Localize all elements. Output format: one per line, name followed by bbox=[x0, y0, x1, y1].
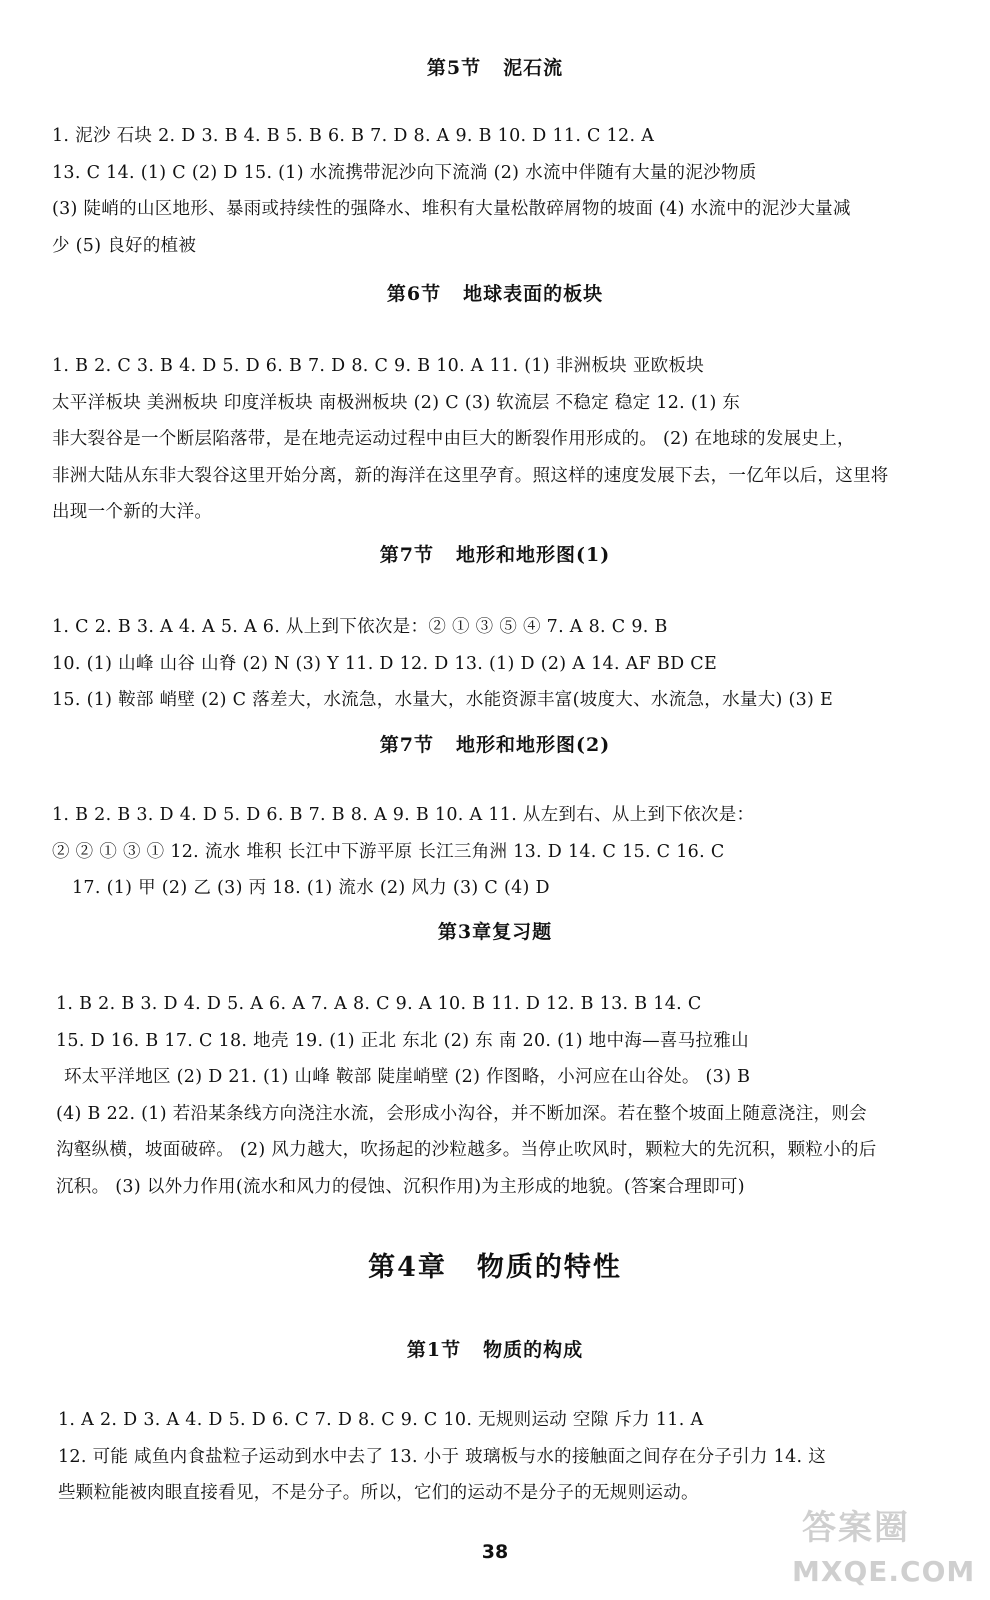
answer-line: 15. D 16. B 17. C 18. 地壳 19. (1) 正北 东北 (2) 东 南 20. (1) 地中海—喜马拉雅山 bbox=[56, 1030, 749, 1051]
answer-line: 15. (1) 鞍部 峭壁 (2) C 落差大，水流急，水量大，水能资源丰富(坡度大、水流急，水量大) (3) E bbox=[52, 690, 834, 710]
answer-line: 17. (1) 甲 (2) 乙 (3) 丙 18. (1) 流水 (2) 风力 (3) C (4) D bbox=[72, 878, 550, 898]
answer-line: 1. A 2. D 3. A 4. D 5. D 6. C 7. D 8. C 9. C 10. 无规则运动 空隙 斥力 11. A bbox=[58, 1410, 704, 1430]
section-number: 第7节 bbox=[379, 544, 435, 566]
section-name: 地形和地形图(2) bbox=[456, 734, 611, 756]
answer-lines bbox=[0, 348, 990, 531]
answer-line: 非洲大陆从东非大裂谷这里开始分离，新的海洋在这里孕育。照这样的速度发展下去，一亿年以后，这里将 bbox=[52, 465, 889, 486]
section-title bbox=[0, 282, 990, 306]
section-name: 地球表面的板块 bbox=[463, 283, 604, 305]
answer-line: 沟壑纵横，坡面破碎。 (2) 风力越大，吹扬起的沙粒越多。当停止吹风时，颗粒大的先沉积，颗粒小的后 bbox=[56, 1140, 877, 1160]
section-name: 泥石流 bbox=[503, 57, 564, 79]
answer-line: (4) B 22. (1) 若沿某条线方向浇注水流，会形成小沟谷，并不断加深。若在整个坡面上随意浇注，则会 bbox=[56, 1103, 867, 1124]
answer-line: 少 (5) 良好的植被 bbox=[52, 235, 197, 256]
section-matter-composition bbox=[0, 1338, 990, 1512]
section-name: 地形和地形图(1) bbox=[456, 544, 611, 566]
section-number: 第1节 bbox=[406, 1339, 462, 1361]
answer-line: 10. (1) 山峰 山谷 山脊 (2) N (3) Y 11. D 12. D 13. (1) D (2) A 14. AF BD CE bbox=[52, 653, 718, 674]
section-topography-2 bbox=[0, 733, 990, 907]
answer-lines bbox=[0, 986, 990, 1205]
answer-line: 环太平洋地区 (2) D 21. (1) 山峰 鞍部 陡崖峭壁 (2) 作图略，小河应在山谷处。 (3) B bbox=[64, 1067, 751, 1087]
answer-line: 13. C 14. (1) C (2) D 15. (1) 水流携带泥沙向下流淌 (2) 水流中伴随有大量的泥沙物质 bbox=[52, 162, 757, 183]
chapter-name: 物质的特性 bbox=[476, 1252, 622, 1284]
answer-line: 太平洋板块 美洲板块 印度洋板块 南极洲板块 (2) C (3) 软流层 不稳定 稳定 12. (1) 东 bbox=[52, 392, 741, 413]
chapter-title bbox=[0, 1250, 990, 1286]
answer-line: 12. 可能 咸鱼内食盐粒子运动到水中去了 13. 小于 玻璃板与水的接触面之间存在分子引力 14. 这 bbox=[58, 1446, 827, 1467]
answer-lines bbox=[0, 609, 990, 719]
section-title bbox=[0, 1338, 990, 1362]
answer-line: 非大裂谷是一个断层陷落带，是在地壳运动过程中由巨大的断裂作用形成的。 (2) 在地球的发展史上， bbox=[52, 429, 855, 449]
section-number: 第3章复习题 bbox=[437, 921, 553, 943]
answer-lines bbox=[0, 118, 990, 264]
section-number: 第6节 bbox=[386, 283, 442, 305]
answer-line: 1. B 2. B 3. D 4. D 5. A 6. A 7. A 8. C 9. A 10. B 11. D 12. B 13. B 14. C bbox=[56, 994, 702, 1014]
watermark-url: MXQE.COM bbox=[792, 1555, 976, 1588]
section-name: 物质的构成 bbox=[483, 1339, 584, 1361]
section-tectonic-plates bbox=[0, 282, 990, 531]
answer-line: 1. B 2. B 3. D 4. D 5. D 6. B 7. B 8. A 9. B 10. A 11. 从左到右、从上到下依次是： bbox=[52, 805, 755, 825]
answer-line: (3) 陡峭的山区地形、暴雨或持续性的强降水、堆积有大量松散碎屑物的坡面 (4) 水流中的泥沙大量减 bbox=[52, 199, 851, 219]
page-number: 38 bbox=[481, 1541, 509, 1563]
watermark-logo-text: 答案圈 bbox=[802, 1508, 910, 1548]
answer-lines bbox=[0, 1402, 990, 1512]
answer-line: 1. 泥沙 石块 2. D 3. B 4. B 5. B 6. B 7. D 8. A 9. B 10. D 11. C 12. A bbox=[52, 126, 655, 146]
section-title bbox=[0, 733, 990, 757]
section-landslide bbox=[0, 56, 990, 264]
chapter-number: 第4章 bbox=[368, 1252, 447, 1284]
section-number: 第5节 bbox=[426, 57, 482, 79]
answer-line: 1. C 2. B 3. A 4. A 5. A 6. 从上到下依次是：② ① ③ ⑤ ④ 7. A 8. C 9. B bbox=[52, 617, 668, 637]
section-topography-1 bbox=[0, 543, 990, 719]
answer-line: 1. B 2. C 3. B 4. D 5. D 6. B 7. D 8. C 9. B 10. A 11. (1) 非洲板块 亚欧板块 bbox=[52, 356, 705, 376]
section-title bbox=[0, 543, 990, 567]
section-title bbox=[0, 920, 990, 944]
answer-line: 些颗粒能被肉眼直接看见，不是分子。所以，它们的运动不是分子的无规则运动。 bbox=[58, 1483, 699, 1503]
answer-line: ② ② ① ③ ① 12. 流水 堆积 长江中下游平原 长江三角洲 13. D 14. C 15. C 16. C bbox=[52, 841, 725, 862]
answer-line: 沉积。 (3) 以外力作用(流水和风力的侵蚀、沉积作用)为主形成的地貌。(答案合理即可) bbox=[56, 1176, 745, 1197]
answer-lines bbox=[0, 797, 990, 907]
section-number: 第7节 bbox=[379, 734, 435, 756]
section-title bbox=[0, 56, 990, 80]
answer-line: 出现一个新的大洋。 bbox=[52, 502, 213, 522]
site-watermark bbox=[792, 1500, 976, 1592]
section-chapter3-review bbox=[0, 920, 990, 1205]
